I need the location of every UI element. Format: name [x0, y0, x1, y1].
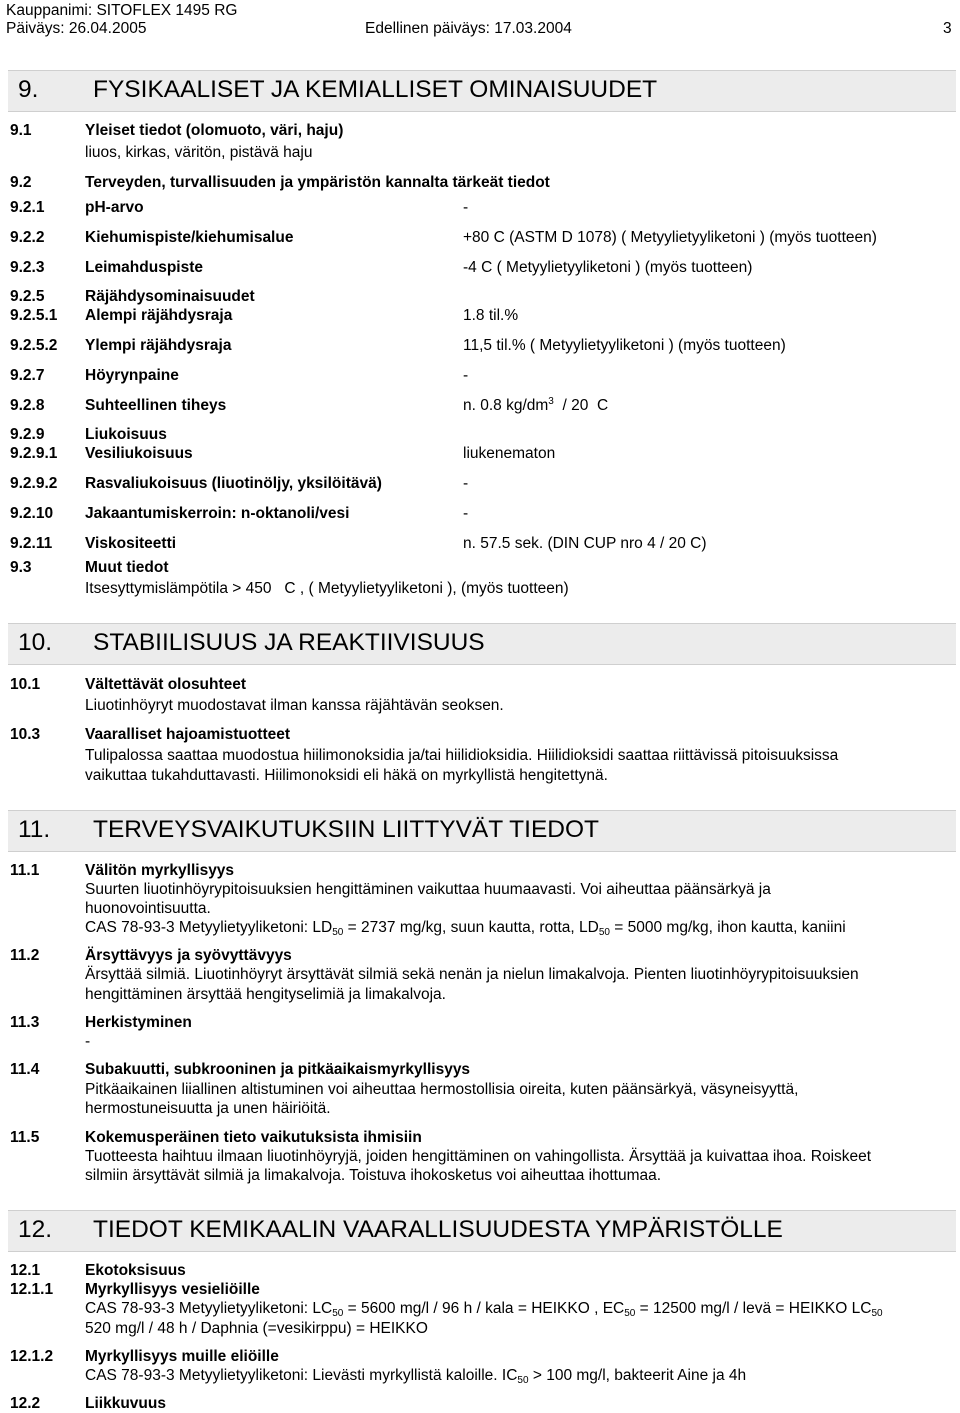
item-label: Höyrynpaine	[85, 367, 179, 384]
item-number: 12.1.1	[10, 1281, 54, 1298]
item-number: 9.2.9	[10, 426, 45, 443]
item-label: Myrkyllisyys muille eliöille	[85, 1348, 279, 1365]
item-text: hermostuneisuutta ja unen häiriöitä.	[85, 1100, 331, 1117]
item-label: Räjähdysominaisuudet	[85, 288, 255, 305]
item-text: hengittäminen ärsyttää hengityselimiä ja limakalvoja.	[85, 986, 446, 1003]
section-number: 12.	[18, 1216, 53, 1243]
page-number: 3	[943, 20, 952, 37]
item-label: pH-arvo	[85, 199, 144, 216]
section-11-heading	[8, 810, 956, 852]
item-label: Kiehumispiste/kiehumisalue	[85, 229, 294, 246]
item-text: huonovointisuutta.	[85, 900, 211, 917]
item-label: Herkistyminen	[85, 1014, 192, 1031]
item-text: silmiin ärsyttävät silmiä ja limakalvoja. Toistuva ihokosketus voi aiheuttaa ihottumaa.	[85, 1167, 662, 1184]
item-label: Jakaantumiskerroin: n-oktanoli/vesi	[85, 505, 350, 522]
item-number: 9.2.1	[10, 199, 45, 216]
item-text: vaikuttaa tukahduttavasti. Hiilimonoksidi eli häkä on myrkyllistä hengitettynä.	[85, 767, 608, 784]
item-value: -	[463, 505, 469, 522]
item-text: liuos, kirkas, väritön, pistävä haju	[85, 144, 313, 161]
item-number: 9.3	[10, 559, 32, 576]
item-text: -	[85, 1033, 91, 1050]
item-number: 9.2.2	[10, 229, 45, 246]
item-label: Suhteellinen tiheys	[85, 397, 227, 414]
item-value: -4 C ( Metyylietyyliketoni ) (myös tuotteen)	[463, 259, 753, 276]
item-number: 9.1	[10, 122, 32, 139]
item-text: CAS 78-93-3 Metyylietyyliketoni: Lievästi myrkyllistä kaloille. IC50 > 100 mg/l, bakteerit Aine ja 4h	[85, 1367, 747, 1386]
item-number: 12.2	[10, 1395, 41, 1412]
item-label: Subakuutti, subkrooninen ja pitkäaikaismyrkyllisyys	[85, 1061, 471, 1078]
item-label: Muut tiedot	[85, 559, 169, 576]
item-number: 9.2.3	[10, 259, 45, 276]
previous-date: Edellinen päiväys: 17.03.2004	[365, 20, 572, 37]
item-label: Myrkyllisyys vesieliöille	[85, 1281, 260, 1298]
item-text: CAS 78-93-3 Metyylietyyliketoni: LD50 = 2737 mg/kg, suun kautta, rotta, LD50 = 5000 mg/kg, ihon kautta, kaniini	[85, 919, 846, 938]
product-name: Kauppanimi: SITOFLEX 1495 RG	[6, 2, 238, 19]
item-text: Ärsyttää silmiä. Liuotinhöyryt ärsyttävät silmiä sekä nenän ja nielun limakalvoja. Pienten liuotinhöyrypitoisuuksien	[85, 966, 859, 983]
section-number: 11.	[18, 816, 51, 843]
item-number: 11.4	[10, 1061, 40, 1078]
item-label: Ekotoksisuus	[85, 1262, 186, 1279]
item-number: 9.2.10	[10, 505, 54, 522]
section-10-heading	[8, 623, 956, 665]
item-value: liukenematon	[463, 445, 556, 462]
section-number: 9.	[18, 76, 39, 103]
section-title: TERVEYSVAIKUTUKSIIN LIITTYVÄT TIEDOT	[93, 816, 599, 843]
section-title: TIEDOT KEMIKAALIN VAARALLISUUDESTA YMPÄRISTÖLLE	[93, 1216, 783, 1243]
item-value: -	[463, 367, 469, 384]
item-number: 9.2.11	[10, 535, 53, 552]
item-number: 11.5	[10, 1129, 40, 1146]
item-number: 11.2	[10, 947, 40, 964]
date: Päiväys: 26.04.2005	[6, 20, 147, 37]
item-value: -	[463, 475, 469, 492]
item-value: +80 C (ASTM D 1078) ( Metyylietyyliketoni ) (myös tuotteen)	[463, 229, 877, 246]
section-12-heading	[8, 1210, 956, 1252]
item-label: Ärsyttävyys ja syövyttävyys	[85, 947, 292, 964]
item-number: 9.2.7	[10, 367, 45, 384]
section-number: 10.	[18, 629, 53, 656]
item-label: Alempi räjähdysraja	[85, 307, 233, 324]
item-label: Vaaralliset hajoamistuotteet	[85, 726, 291, 743]
section-title: STABIILISUUS JA REAKTIIVISUUS	[93, 629, 485, 656]
item-number: 10.1	[10, 676, 41, 693]
item-number: 9.2	[10, 174, 32, 191]
item-number: 12.1.2	[10, 1348, 54, 1365]
item-text: 520 mg/l / 48 h / Daphnia (=vesikirppu) = HEIKKO	[85, 1320, 428, 1337]
item-text: CAS 78-93-3 Metyylietyyliketoni: LC50 = 5600 mg/l / 96 h / kala = HEIKKO , EC50 = 12500 mg/l / levä = HEIKKO LC50	[85, 1300, 883, 1319]
item-label: Vältettävät olosuhteet	[85, 676, 247, 693]
item-text: Liuotinhöyryt muodostavat ilman kanssa räjähtävän seoksen.	[85, 697, 504, 714]
item-number: 9.2.5.1	[10, 307, 58, 324]
item-number: 11.1	[10, 862, 40, 879]
item-number: 9.2.5	[10, 288, 45, 305]
item-label: Välitön myrkyllisyys	[85, 862, 235, 879]
item-number: 11.3	[10, 1014, 40, 1031]
item-number: 12.1	[10, 1262, 41, 1279]
item-value: n. 0.8 $kg/dm^3 / 20$ C	[463, 396, 609, 414]
item-value: n. 57.5 sek. (DIN CUP nro 4 / 20 C)	[463, 535, 707, 552]
item-label: Liukoisuus	[85, 426, 167, 443]
section-9-heading	[8, 70, 956, 112]
item-label: Leimahduspiste	[85, 259, 203, 276]
item-number: 9.2.8	[10, 397, 45, 414]
item-text: Tulipalossa saattaa muodostua hiilimonoksidia ja/tai hiilidioksidia. Hiilidioksidi saattaa riittävissä pitoisuuksissa	[85, 747, 839, 764]
item-text: Suurten liuotinhöyrypitoisuuksien hengittäminen vaikuttaa huumaavasti. Voi aiheuttaa päänsärkyä ja	[85, 881, 771, 898]
item-label: Liikkuvuus	[85, 1395, 166, 1412]
item-label: Rasvaliukoisuus (liuotinöljy, yksilöitävä)	[85, 475, 382, 492]
item-text: Pitkäaikainen liiallinen altistuminen voi aiheuttaa hermostollisia oireita, kuten päänsärkyä, väsyneisyyttä,	[85, 1081, 799, 1098]
item-number: 9.2.9.1	[10, 445, 58, 462]
item-label: Terveyden, turvallisuuden ja ympäristön kannalta tärkeät tiedot	[85, 174, 550, 191]
item-label: Yleiset tiedot (olomuoto, väri, haju)	[85, 122, 344, 139]
item-text: Tuotteesta haihtuu ilmaan liuotinhöyryjä, joiden hengittäminen on vahingollista. Ärsyttää ja kuivattaa ihoa. Roiskeet	[85, 1148, 872, 1165]
item-number: 10.3	[10, 726, 41, 743]
section-title: FYSIKAALISET JA KEMIALLISET OMINAISUUDET	[93, 76, 658, 103]
item-value: 1.8 til.%	[463, 307, 519, 324]
item-number: 9.2.9.2	[10, 475, 58, 492]
item-label: Vesiliukoisuus	[85, 445, 193, 462]
item-value: 11,5 til.% ( Metyylietyyliketoni ) (myös tuotteen)	[463, 337, 786, 354]
item-number: 9.2.5.2	[10, 337, 58, 354]
item-value: -	[463, 199, 469, 216]
item-label: Kokemusperäinen tieto vaikutuksista ihmisiin	[85, 1129, 422, 1146]
item-text: Itsesyttymislämpötila > 450 C , ( Metyylietyyliketoni ), (myös tuotteen)	[85, 580, 569, 597]
item-label: Viskositeetti	[85, 535, 177, 552]
item-label: Ylempi räjähdysraja	[85, 337, 232, 354]
